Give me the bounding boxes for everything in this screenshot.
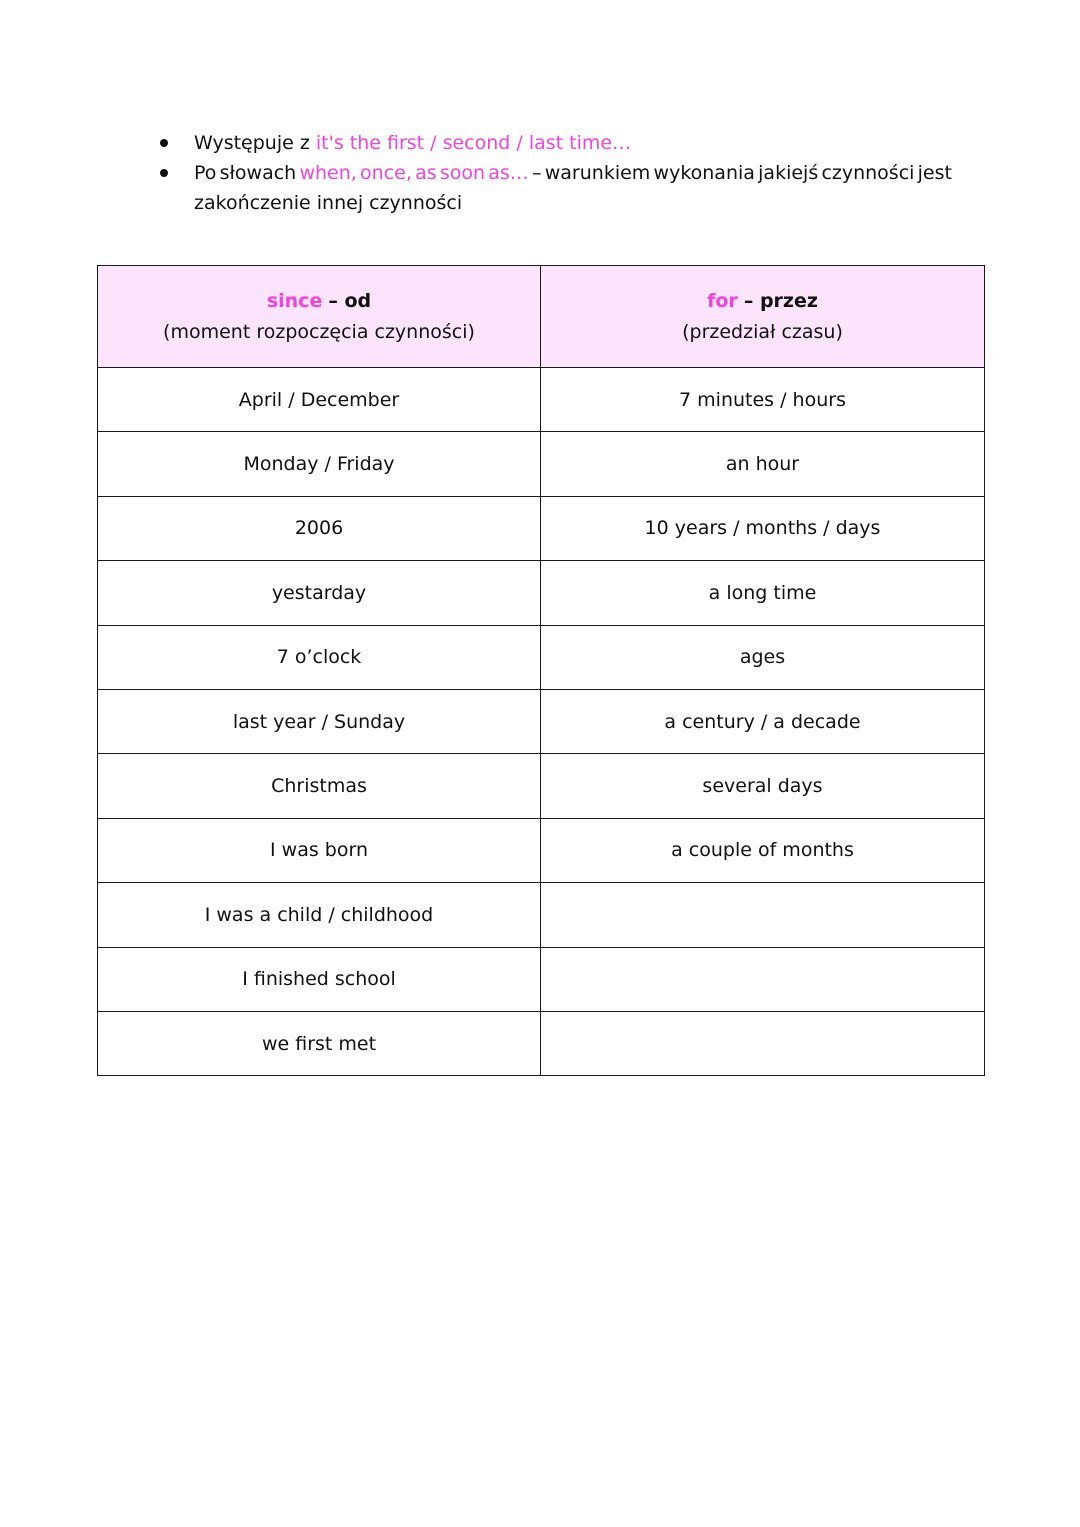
table-header-row	[98, 266, 985, 368]
table-body	[98, 368, 985, 1076]
since-cell: April / December	[98, 368, 541, 432]
for-translation: – przez	[743, 289, 818, 312]
since-cell: Monday / Friday	[98, 432, 541, 496]
since-for-table	[97, 265, 985, 1076]
since-description: (moment rozpoczęcia czynności)	[163, 320, 475, 343]
since-cell: I was a child / childhood	[98, 883, 541, 947]
for-description: (przedział czasu)	[682, 320, 843, 343]
table-row	[98, 1011, 985, 1075]
for-cell	[541, 1011, 985, 1075]
table-row	[98, 947, 985, 1011]
bullet-item-when-once	[160, 158, 952, 218]
bullet-word: jest	[917, 162, 952, 184]
bullet-word: as…	[488, 162, 529, 184]
bullet-word: once,	[360, 162, 412, 184]
bullet-word: soon	[439, 162, 486, 184]
bullet-word: Po	[194, 162, 217, 184]
bullet-item-first-time	[160, 128, 952, 158]
table-row	[98, 432, 985, 496]
since-cell: I finished school	[98, 947, 541, 1011]
table-row	[98, 625, 985, 689]
since-header-cell	[98, 266, 541, 368]
bullet-word: czynności	[821, 162, 915, 184]
for-header-title	[541, 286, 984, 317]
for-cell: several days	[541, 754, 985, 818]
bullet-word: as	[415, 162, 437, 184]
bullet-word: wykonania	[653, 162, 755, 184]
since-keyword: since	[266, 289, 323, 312]
for-cell: 10 years / months / days	[541, 496, 985, 560]
since-cell: last year / Sunday	[98, 689, 541, 753]
for-cell	[541, 947, 985, 1011]
bullet-text: Występuje z	[194, 132, 310, 154]
since-translation: – od	[328, 289, 372, 312]
for-keyword: for	[707, 289, 738, 312]
for-header-cell	[541, 266, 985, 368]
since-cell: I was born	[98, 818, 541, 882]
for-cell	[541, 883, 985, 947]
for-cell: a century / a decade	[541, 689, 985, 753]
bullet-word: słowach	[219, 162, 297, 184]
bullet-icon	[160, 169, 168, 177]
table-row	[98, 496, 985, 560]
since-cell: 7 o’clock	[98, 625, 541, 689]
for-cell: 7 minutes / hours	[541, 368, 985, 432]
bullet-line	[194, 158, 952, 188]
since-cell: yestarday	[98, 561, 541, 625]
bullet-icon	[160, 139, 168, 147]
since-cell: we first met	[98, 1011, 541, 1075]
table-row	[98, 818, 985, 882]
for-cell: a long time	[541, 561, 985, 625]
for-cell: ages	[541, 625, 985, 689]
since-header-title	[98, 286, 540, 317]
bullet-line-continuation: zakończenie innej czynności	[194, 192, 463, 214]
bullet-list	[160, 128, 952, 218]
for-cell: an hour	[541, 432, 985, 496]
bullet-word: –	[532, 162, 542, 184]
bullet-word: warunkiem	[544, 162, 651, 184]
table-row	[98, 689, 985, 753]
table-row	[98, 883, 985, 947]
bullet-highlight: it's the first / second / last time…	[315, 132, 632, 154]
table-row	[98, 561, 985, 625]
bullet-word: jakiejś	[758, 162, 819, 184]
for-cell: a couple of months	[541, 818, 985, 882]
table-row	[98, 368, 985, 432]
since-cell: Christmas	[98, 754, 541, 818]
bullet-word: when,	[299, 162, 357, 184]
since-cell: 2006	[98, 496, 541, 560]
table-row	[98, 754, 985, 818]
